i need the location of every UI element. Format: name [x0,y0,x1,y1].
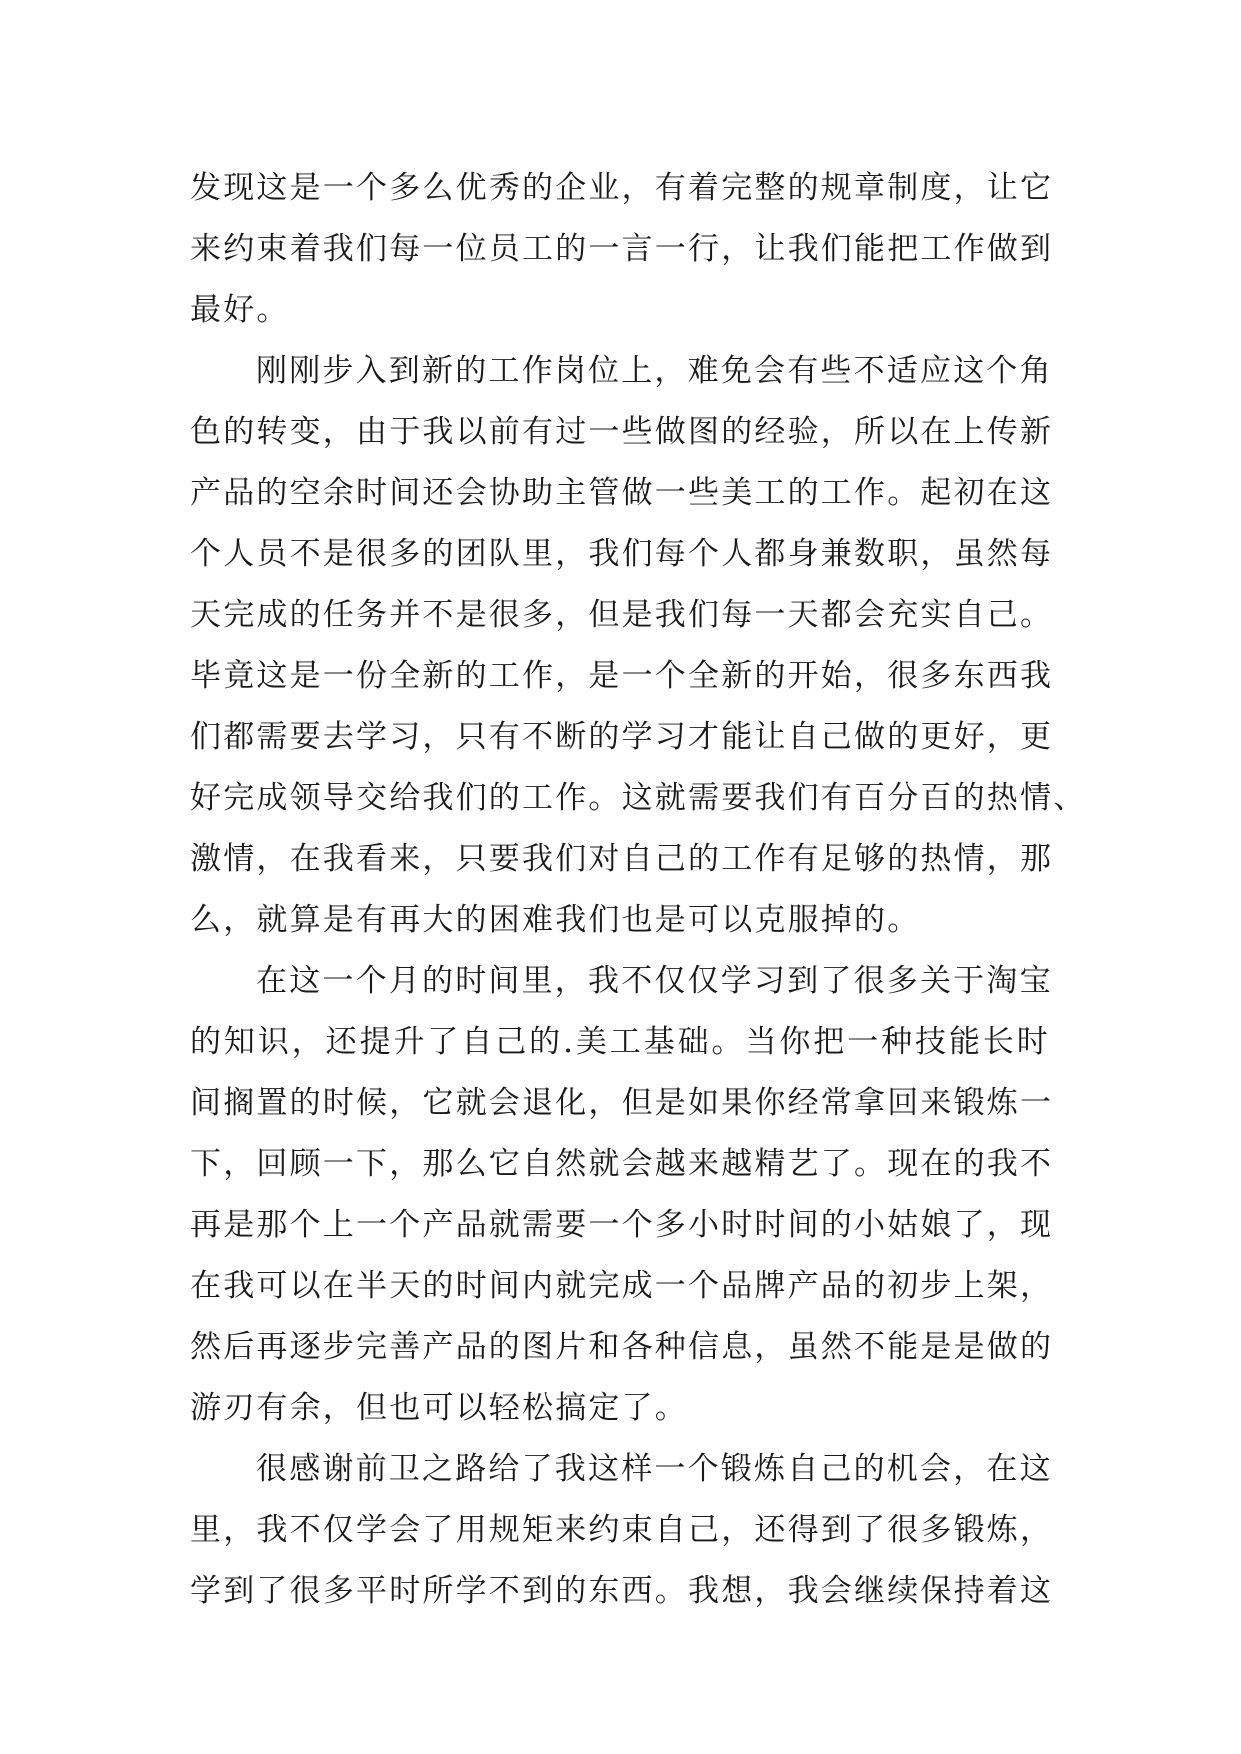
text-line: 个人员不是很多的团队里，我们每个人都身兼数职，虽然每 [190,536,1054,572]
text-line: 天完成的任务并不是很多，但是我们每一天都会充实自己。 [190,597,1054,633]
text-line: 刚刚步入到新的工作岗位上，难免会有些不适应这个角 [256,353,1053,389]
text-line: 游刃有余，但也可以轻松搞定了。 [190,1390,688,1426]
text-line: 间搁置的时候，它就会退化，但是如果你经常拿回来锻炼一 [190,1085,1054,1121]
text-line: 的知识，还提升了自己的.美工基础。当你把一种技能长时 [190,1024,1050,1060]
text-line: 发现这是一个多么优秀的企业，有着完整的规章制度，让它 [190,170,1054,206]
text-line: 很感谢前卫之路给了我这样一个锻炼自己的机会，在这 [256,1451,1053,1487]
paragraph-4 [190,1439,1054,1622]
paragraph-2 [190,341,1087,951]
text-line: 好完成领导交给我们的工作。这就需要我们有百分百的热情、 [190,780,1087,816]
text-line: 毕竟这是一份全新的工作，是一个全新的开始，很多东西我 [190,658,1054,694]
text-line: 最好。 [190,292,290,328]
text-line: 么，就算是有再大的困难我们也是可以克服掉的。 [190,902,921,938]
text-line: 产品的空余时间还会协助主管做一些美工的工作。起初在这 [190,475,1054,511]
text-line: 在我可以在半天的时间内就完成一个品牌产品的初步上架， [190,1268,1054,1304]
text-line: 再是那个上一个产品就需要一个多小时时间的小姑娘了，现 [190,1207,1054,1243]
document-body [190,158,1087,1622]
text-line: 在这一个月的时间里，我不仅仅学习到了很多关于淘宝 [256,963,1053,999]
text-line: 学到了很多平时所学不到的东西。我想，我会继续保持着这 [190,1573,1054,1609]
text-line: 们都需要去学习，只有不断的学习才能让自己做的更好，更 [190,719,1054,755]
text-line: 下，回顾一下，那么它自然就会越来越精艺了。现在的我不 [190,1146,1054,1182]
paragraph-3 [190,951,1054,1439]
text-line: 里，我不仅学会了用规矩来约束自己，还得到了很多锻炼， [190,1512,1054,1548]
text-line: 色的转变，由于我以前有过一些做图的经验，所以在上传新 [190,414,1054,450]
text-line: 激情，在我看来，只要我们对自己的工作有足够的热情，那 [190,841,1054,877]
text-line: 然后再逐步完善产品的图片和各种信息，虽然不能是是做的 [190,1329,1054,1365]
text-line: 来约束着我们每一位员工的一言一行，让我们能把工作做到 [190,231,1054,267]
paragraph-1 [190,158,1054,341]
